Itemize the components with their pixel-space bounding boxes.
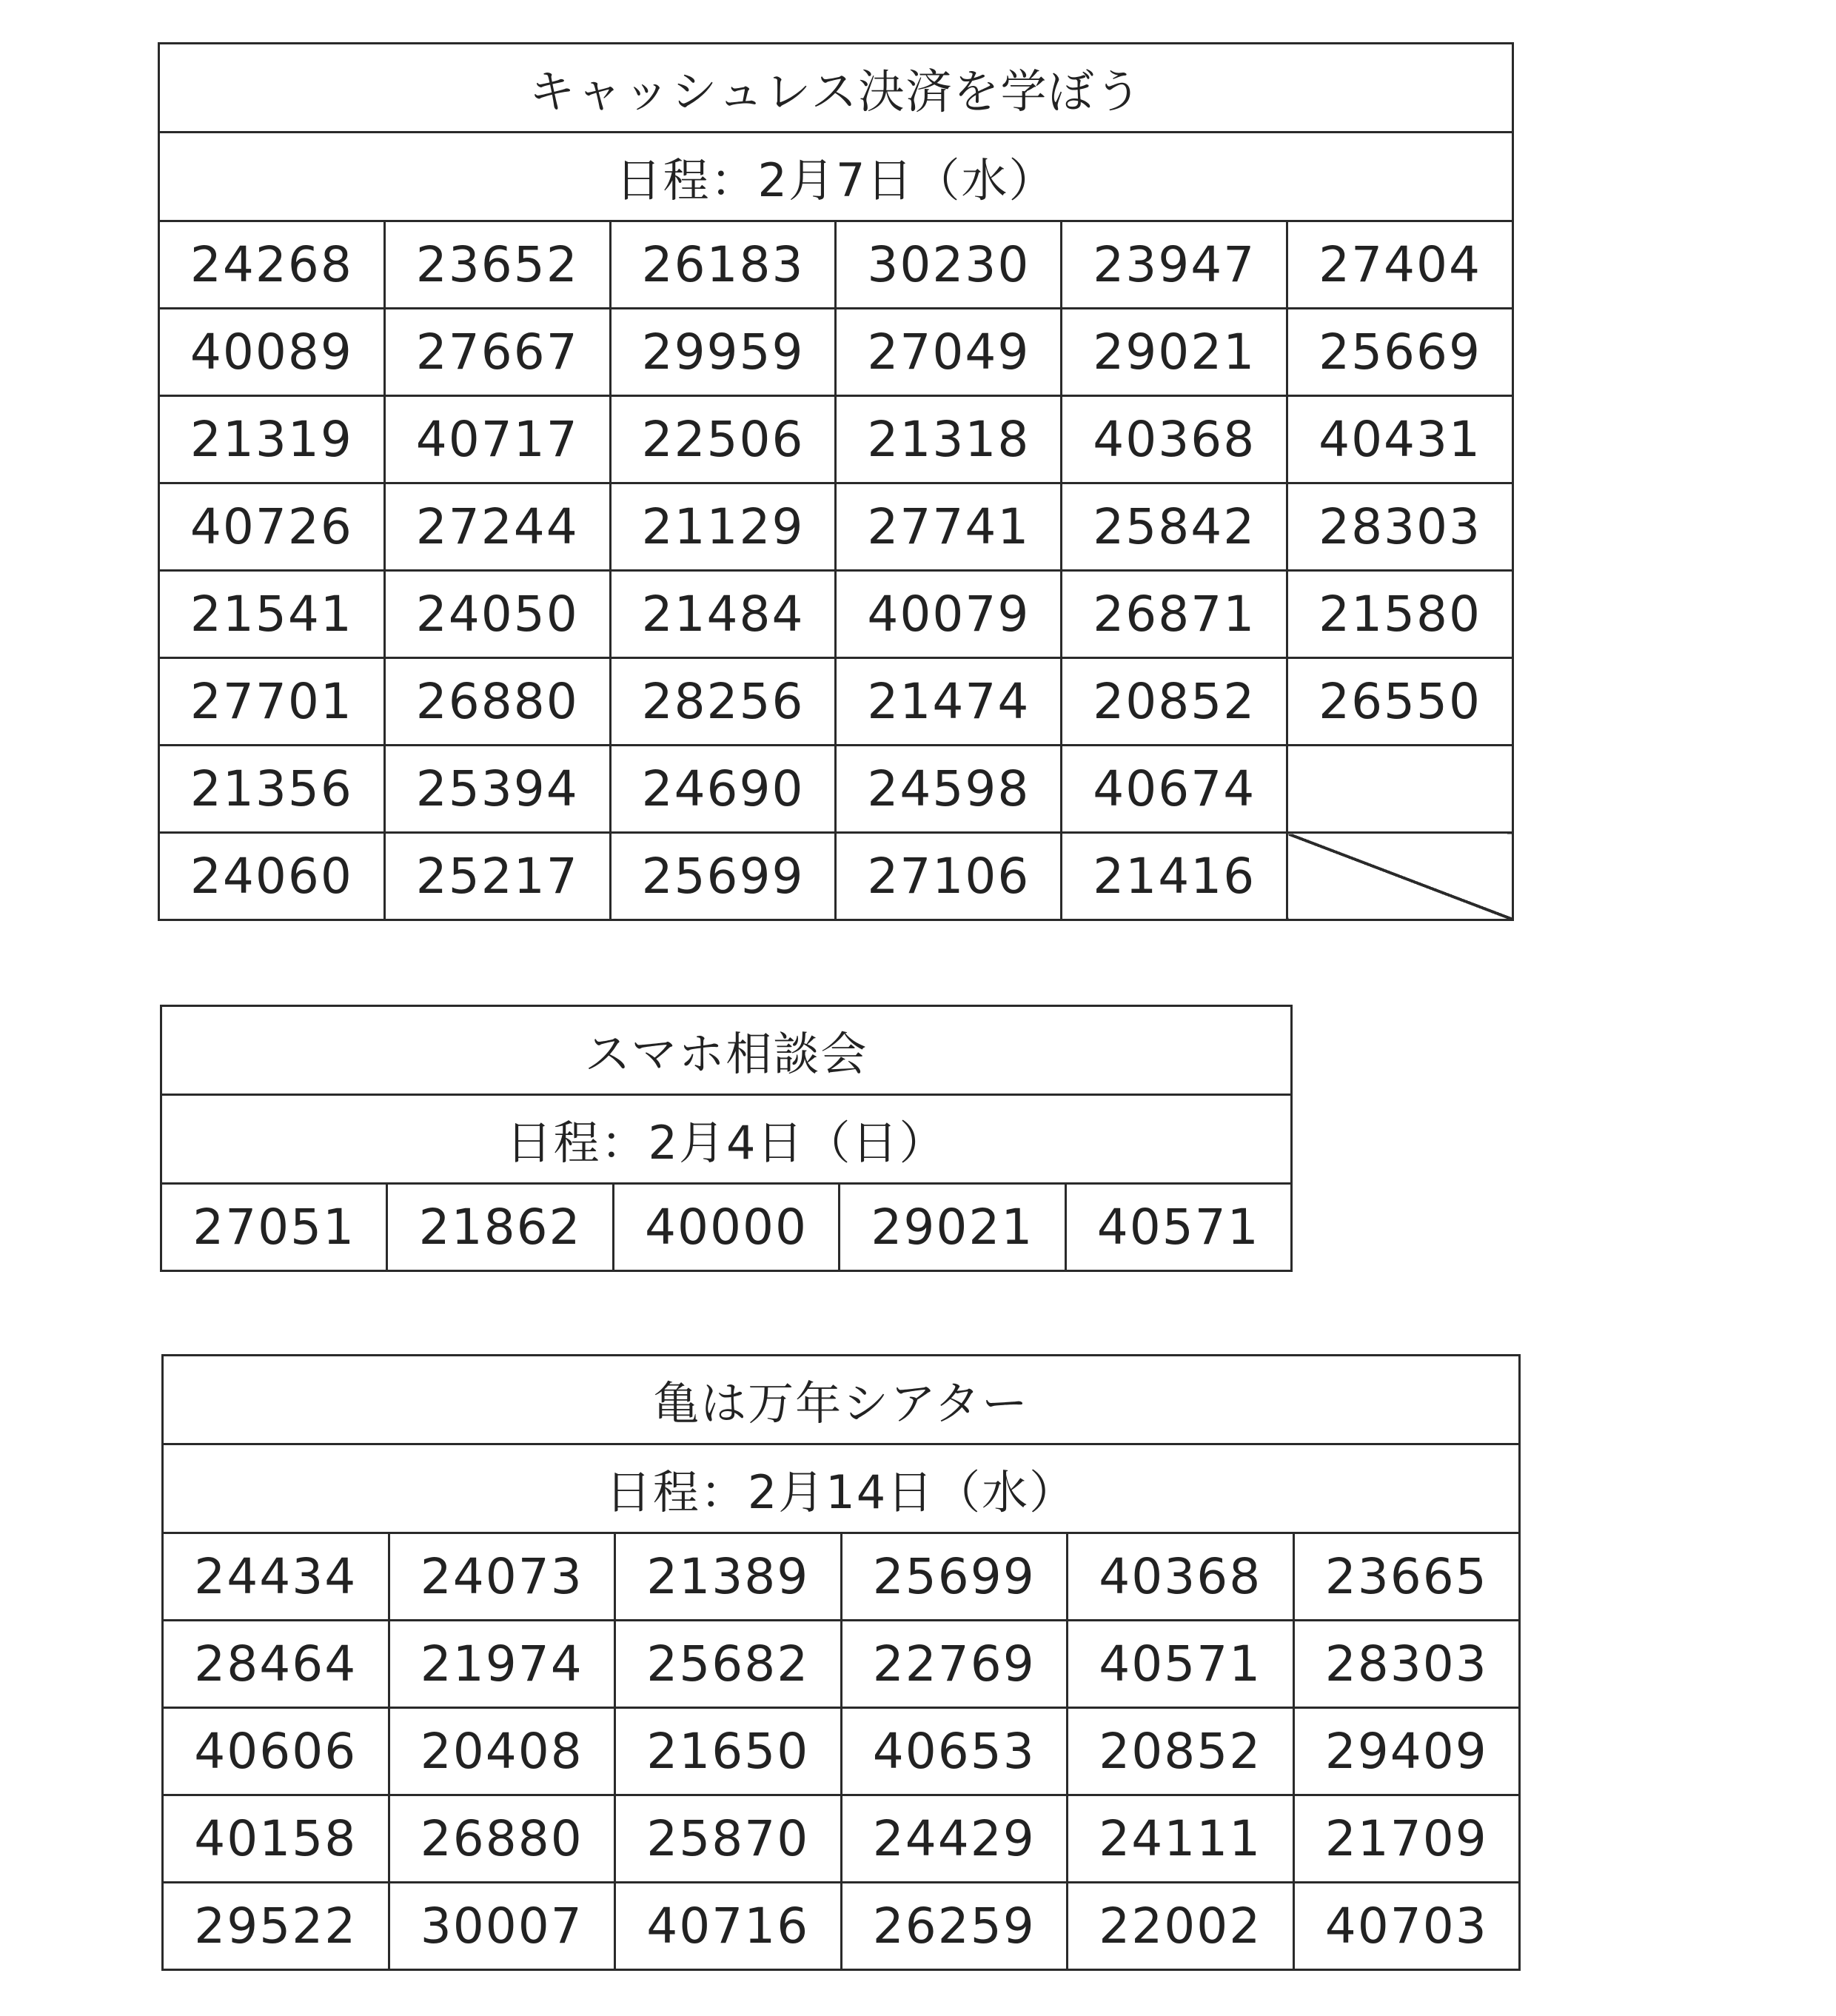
number-cell: 40079 [836,571,1062,658]
number-cell: 24268 [159,221,385,309]
number-cell: 26183 [610,221,836,309]
number-cell: 28256 [610,658,836,746]
number-cell: 40703 [1293,1883,1520,1970]
number-cell: 30007 [389,1883,615,1970]
number-cell: 25842 [1062,483,1287,571]
number-cell: 24429 [841,1795,1068,1883]
number-cell: 40726 [159,483,385,571]
number-cell: 26550 [1287,658,1513,746]
number-cell: 24060 [159,833,385,920]
number-cell: 40606 [163,1708,389,1795]
table-row [159,483,1513,571]
number-cell: 23665 [1293,1533,1520,1621]
table-row [159,658,1513,746]
number-cell: 24073 [389,1533,615,1621]
number-cell: 21474 [836,658,1062,746]
table-title: 亀は万年シアター [163,1356,1520,1444]
number-cell: 22002 [1068,1883,1294,1970]
number-cell: 25699 [610,833,836,920]
number-cell: 24050 [384,571,610,658]
table-row [159,396,1513,483]
empty-cell [1287,746,1513,833]
number-cell: 26880 [389,1795,615,1883]
number-cell: 40716 [615,1883,842,1970]
table-title: キャッシュレス決済を学ぼう [159,44,1513,133]
number-cell: 29959 [610,309,836,396]
number-cell: 21389 [615,1533,842,1621]
number-cell: 27049 [836,309,1062,396]
crossed-out-cell [1287,833,1513,920]
number-cell: 22769 [841,1621,1068,1708]
table-date: 日程：2月7日（水） [159,133,1513,221]
number-cell: 25699 [841,1533,1068,1621]
table-row [159,221,1513,309]
number-cell: 40674 [1062,746,1287,833]
table-row [163,1621,1520,1708]
number-cell: 22506 [610,396,836,483]
number-cell: 27667 [384,309,610,396]
number-cell: 24690 [610,746,836,833]
number-cell: 21416 [1062,833,1287,920]
number-cell: 30230 [836,221,1062,309]
number-cell: 21129 [610,483,836,571]
number-cell: 29522 [163,1883,389,1970]
number-cell: 27404 [1287,221,1513,309]
table-row [163,1795,1520,1883]
number-cell: 21484 [610,571,836,658]
number-cell: 25669 [1287,309,1513,396]
number-cell: 28464 [163,1621,389,1708]
table-row [163,1883,1520,1970]
smartphone-consultation-table [160,1005,1293,1272]
table-row [159,309,1513,396]
number-cell: 21862 [387,1184,613,1271]
number-cell: 25394 [384,746,610,833]
number-cell: 40158 [163,1795,389,1883]
number-cell: 25217 [384,833,610,920]
number-cell: 28303 [1287,483,1513,571]
number-cell: 24598 [836,746,1062,833]
number-cell: 21318 [836,396,1062,483]
table-row [159,746,1513,833]
table-date: 日程：2月4日（日） [161,1095,1292,1184]
number-cell: 26259 [841,1883,1068,1970]
number-cell: 26880 [384,658,610,746]
table-row [159,571,1513,658]
number-cell: 40571 [1065,1184,1291,1271]
number-cell: 25870 [615,1795,842,1883]
number-cell: 20408 [389,1708,615,1795]
number-cell: 27741 [836,483,1062,571]
number-cell: 27701 [159,658,385,746]
number-cell: 40717 [384,396,610,483]
number-cell: 29021 [840,1184,1065,1271]
number-cell: 40653 [841,1708,1068,1795]
number-cell: 40368 [1062,396,1287,483]
number-cell: 21709 [1293,1795,1520,1883]
number-cell: 21650 [615,1708,842,1795]
number-cell: 21541 [159,571,385,658]
number-cell: 23652 [384,221,610,309]
table-date: 日程：2月14日（水） [163,1444,1520,1533]
number-cell: 27106 [836,833,1062,920]
number-cell: 20852 [1062,658,1287,746]
number-cell: 40571 [1068,1621,1294,1708]
number-cell: 40089 [159,309,385,396]
table-title: スマホ相談会 [161,1006,1292,1095]
table-row [163,1708,1520,1795]
number-cell: 20852 [1068,1708,1294,1795]
number-cell: 29409 [1293,1708,1520,1795]
number-cell: 24111 [1068,1795,1294,1883]
number-cell: 29021 [1062,309,1287,396]
table-row [163,1533,1520,1621]
table-row [161,1184,1292,1271]
number-cell: 21319 [159,396,385,483]
cashless-payment-table [158,42,1514,921]
number-cell: 23947 [1062,221,1287,309]
kame-theater-table [161,1354,1521,1971]
number-cell: 21974 [389,1621,615,1708]
number-cell: 27051 [161,1184,387,1271]
number-cell: 26871 [1062,571,1287,658]
number-cell: 21356 [159,746,385,833]
number-cell: 25682 [615,1621,842,1708]
number-cell: 28303 [1293,1621,1520,1708]
number-cell: 27244 [384,483,610,571]
number-cell: 21580 [1287,571,1513,658]
number-cell: 40368 [1068,1533,1294,1621]
number-cell: 24434 [163,1533,389,1621]
number-cell: 40000 [613,1184,839,1271]
number-cell: 40431 [1287,396,1513,483]
table-row [159,833,1513,920]
